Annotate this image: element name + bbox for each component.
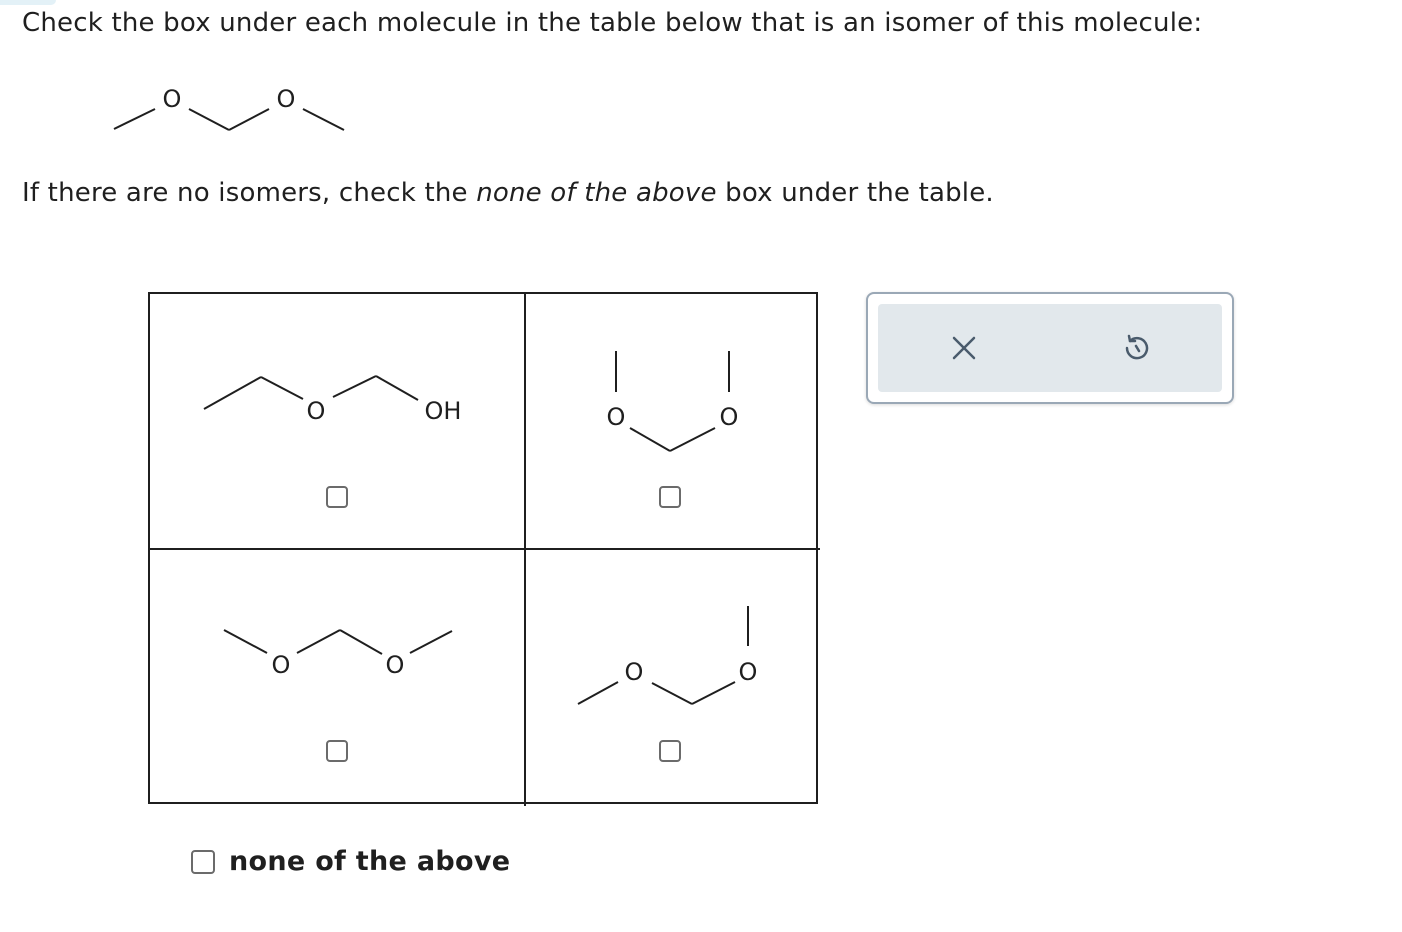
clear-button[interactable] xyxy=(946,330,982,366)
choice-2-checkbox[interactable] xyxy=(659,486,681,508)
molecule-choice-4 xyxy=(526,550,820,806)
atom-label-o: O xyxy=(306,397,326,425)
choice-1-checkbox[interactable] xyxy=(326,486,348,508)
question-text: Check the box under each molecule in the table below that is an isomer of this molecule: xyxy=(22,8,1203,38)
atom-label-o: O xyxy=(385,651,405,679)
atom-label-o: O xyxy=(624,658,644,686)
answer-toolbar xyxy=(866,292,1234,404)
isomer-table xyxy=(148,292,818,804)
atom-label-o: O xyxy=(738,658,758,686)
undo-button[interactable] xyxy=(1118,330,1154,366)
none-of-the-above-label: none of the above xyxy=(229,846,511,877)
choice-cell-3 xyxy=(150,550,526,806)
molecule-choice-3 xyxy=(150,550,526,806)
instruction-emphasis: none of the above xyxy=(476,178,717,208)
molecule-choice-1 xyxy=(150,294,526,550)
molecule-choice-2 xyxy=(526,294,820,550)
choice-4-checkbox[interactable] xyxy=(659,740,681,762)
choice-cell-4 xyxy=(526,550,820,806)
close-x-icon xyxy=(950,334,978,362)
none-of-the-above-checkbox[interactable] xyxy=(191,850,215,874)
toolbar-inner xyxy=(878,304,1222,392)
atom-label-o: O xyxy=(719,403,739,431)
atom-label-o: O xyxy=(606,403,626,431)
atom-label-oh: OH xyxy=(424,397,462,425)
atom-label-o: O xyxy=(271,651,291,679)
target-molecule xyxy=(100,80,360,140)
choice-3-checkbox[interactable] xyxy=(326,740,348,762)
atom-label-o: O xyxy=(276,85,296,113)
undo-arrow-icon xyxy=(1122,334,1150,362)
atom-label-o: O xyxy=(162,85,182,113)
corner-tab xyxy=(0,0,56,5)
instruction-text: If there are no isomers, check the none of the above box under the table. xyxy=(22,178,994,208)
none-of-the-above-option[interactable] xyxy=(191,846,510,877)
choice-cell-1 xyxy=(150,294,526,550)
choice-cell-2 xyxy=(526,294,820,550)
